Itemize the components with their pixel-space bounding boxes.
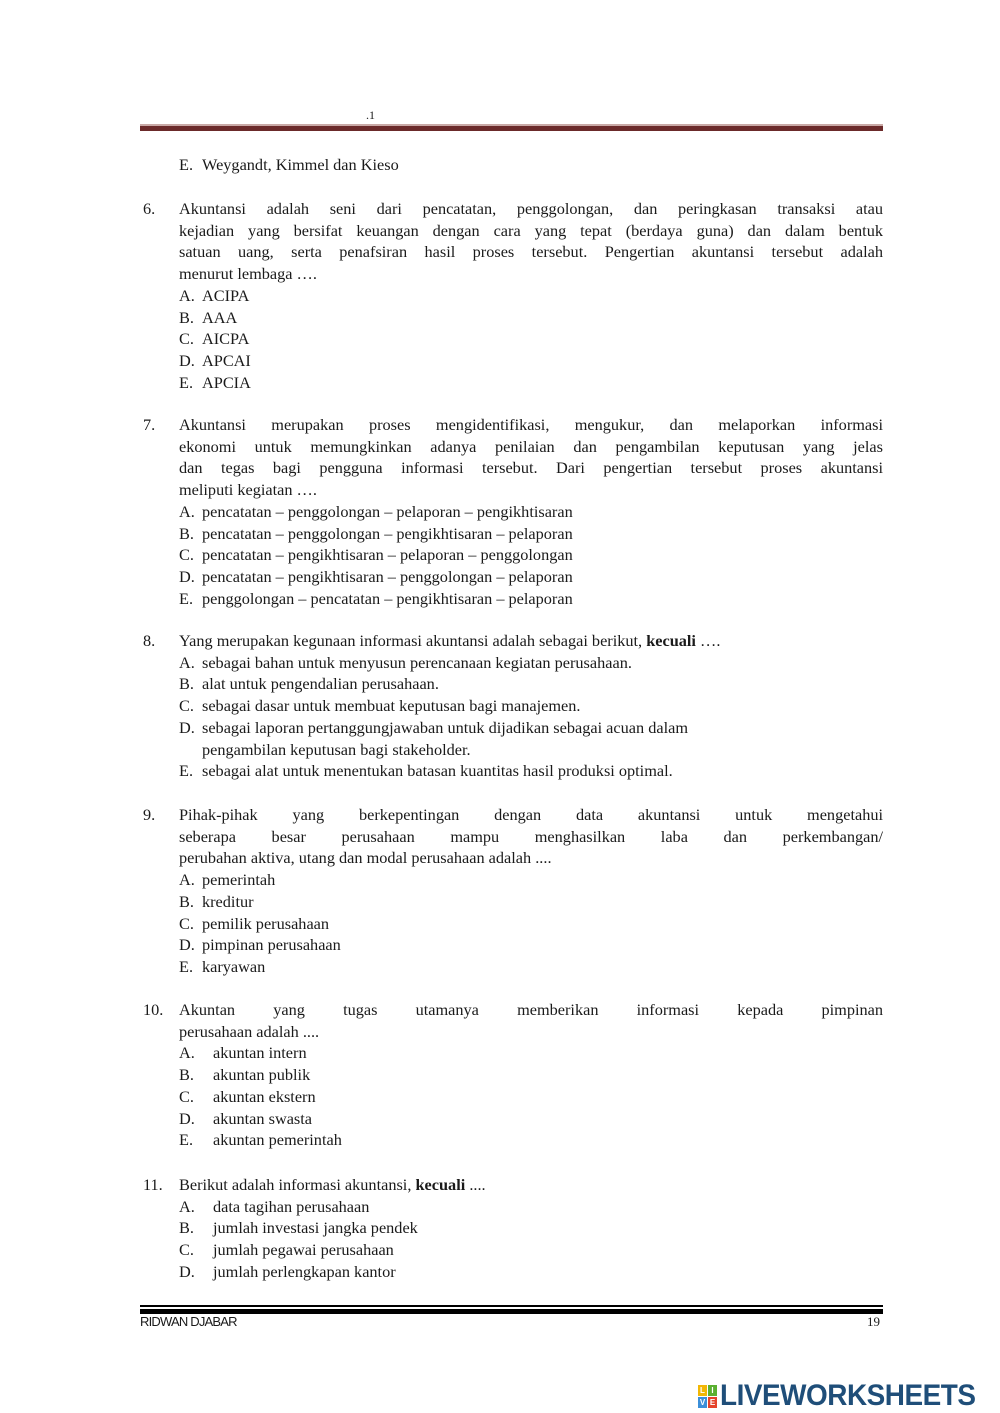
option-b <box>179 1217 883 1239</box>
option-letter: E. <box>179 155 194 174</box>
option-letter: D. <box>179 1261 195 1281</box>
option-text: sebagai laporan pertanggungjawaban untuk dijadikan sebagai acuan dalam <box>202 717 688 737</box>
option-letter: C. <box>179 696 194 716</box>
question-text: Yang merupakan kegunaan informasi akuntansi adalah sebagai berikut, <box>179 631 643 650</box>
question-6 <box>143 198 883 393</box>
option-a <box>179 869 883 891</box>
option-letter: B. <box>179 674 194 694</box>
logo-letter: V <box>699 1397 706 1407</box>
logo-letter: L <box>698 1385 707 1396</box>
option-text: sebagai alat untuk menentukan batasan kuantitas hasil produksi optimal. <box>202 761 673 781</box>
option-a <box>179 285 883 307</box>
option-letter: E. <box>179 956 194 976</box>
option-b <box>179 673 883 695</box>
option-letter: D. <box>179 350 195 370</box>
question-text: meliputi kegiatan …. <box>179 480 317 500</box>
question-10 <box>143 999 883 1151</box>
option-d <box>179 1108 883 1130</box>
option-d <box>179 350 883 372</box>
option-text: penggolongan – pencatatan – pengikhtisaran – pelaporan <box>202 588 573 608</box>
question-text-line <box>179 847 883 869</box>
question-number: 11. <box>143 1175 163 1194</box>
footer-author: RIDWAN DJABAR <box>140 1314 237 1329</box>
question-ellipsis: .... <box>465 1175 486 1194</box>
option-a <box>179 501 883 523</box>
option-d <box>179 566 883 588</box>
question-text: perusahaan adalah .... <box>179 1021 320 1041</box>
footer-rule <box>140 1305 883 1307</box>
question-text-line <box>179 241 883 263</box>
question-number: 7. <box>143 415 156 434</box>
logo-icon <box>698 1385 717 1408</box>
option-letter: B. <box>179 1065 194 1085</box>
option-text: ACIPA <box>202 285 250 305</box>
option-text: Weygandt, Kimmel dan Kieso <box>202 155 399 174</box>
option-letter: A. <box>179 652 195 672</box>
option-letter: E. <box>179 588 194 608</box>
question-9 <box>143 804 883 978</box>
previous-option <box>143 154 883 176</box>
option-e <box>179 1129 883 1151</box>
option-text: akuntan publik <box>213 1065 311 1085</box>
liveworksheets-logo <box>698 1379 995 1413</box>
option-letter: B. <box>179 891 194 911</box>
question-text-line <box>179 198 883 220</box>
option-letter: C. <box>179 545 194 565</box>
question-text-line <box>179 999 883 1021</box>
option-text: pencatatan – penggolongan – pelaporan – pengikhtisaran <box>202 501 573 521</box>
logo-letter: E <box>709 1397 716 1407</box>
option-letter: B. <box>179 1218 194 1238</box>
header-rule-thick <box>140 126 883 131</box>
option-letter: D. <box>179 566 195 586</box>
logo-text: LIVEWORKSHEETS <box>720 1379 976 1412</box>
option-text: kreditur <box>202 891 254 911</box>
option-text: alat untuk pengendalian perusahaan. <box>202 674 439 694</box>
option-letter: D. <box>179 1108 195 1128</box>
option-text: jumlah perlengkapan kantor <box>213 1261 396 1281</box>
option-text: AICPA <box>202 329 250 349</box>
question-text: perubahan aktiva, utang dan modal perusahaan adalah .... <box>179 848 552 868</box>
option-letter: A. <box>179 285 195 305</box>
option-d <box>179 934 883 956</box>
question-text-line <box>179 457 883 479</box>
option-text: APCAI <box>202 350 251 370</box>
option-text: sebagai dasar untuk membuat keputusan bagi manajemen. <box>202 696 581 716</box>
option-text: sebagai bahan untuk menyusun perencanaan kegiatan perusahaan. <box>202 652 632 672</box>
option-e <box>179 588 883 610</box>
option-letter: B. <box>179 523 194 543</box>
option-letter: A. <box>179 501 195 521</box>
option-letter: E. <box>179 372 194 392</box>
option-letter: C. <box>179 1086 194 1106</box>
option-letter: E. <box>179 761 194 781</box>
question-text-line <box>179 263 883 285</box>
emphasis-kecuali: kecuali <box>646 631 696 650</box>
option-b <box>179 891 883 913</box>
question-number: 6. <box>143 199 156 218</box>
question-text: seberapa besar perusahaan mampu menghasilkan laba dan perkembangan/ <box>179 826 883 846</box>
option-c <box>179 695 883 717</box>
option-letter: D. <box>179 935 195 955</box>
option-a <box>179 1196 883 1218</box>
option-text: pencatatan – pengikhtisaran – penggolongan – pelaporan <box>202 566 573 586</box>
question-text: ekonomi untuk memungkinkan adanya penilaian dan pengambilan keputusan yang jelas <box>179 436 883 456</box>
question-ellipsis: …. <box>695 631 721 650</box>
question-text: kejadian yang bersifat keuangan dengan cara yang tepat (berdaya guna) dan dalam bentuk <box>179 220 883 240</box>
option-letter: A. <box>179 1196 195 1216</box>
option-text: AAA <box>202 307 238 327</box>
option-e <box>179 956 883 978</box>
option-text: pemerintah <box>202 870 276 890</box>
option-text: akuntan intern <box>213 1043 307 1063</box>
option-text-continued: pengambilan keputusan bagi stakeholder. <box>202 739 471 759</box>
logo-letter: I <box>708 1385 717 1396</box>
question-number: 10. <box>143 1000 164 1019</box>
option-a <box>179 1042 883 1064</box>
option-letter: A. <box>179 870 195 890</box>
option-c <box>179 1086 883 1108</box>
option-c <box>179 328 883 350</box>
option-b <box>179 1064 883 1086</box>
question-text-line <box>179 220 883 242</box>
question-text: Akuntansi merupakan proses mengidentifikasi, mengukur, dan melaporkan informasi <box>179 415 883 434</box>
question-text: dan tegas bagi pengguna informasi tersebut. Dari pengertian tersebut proses akuntansi <box>179 458 883 478</box>
question-text-line <box>179 1174 883 1196</box>
emphasis-kecuali: kecuali <box>415 1175 466 1194</box>
option-text: pemilik perusahaan <box>202 913 330 933</box>
option-text: karyawan <box>202 956 266 976</box>
question-11 <box>143 1174 883 1283</box>
option-text: pencatatan – pengikhtisaran – pelaporan – penggolongan <box>202 545 573 565</box>
question-text: Pihak-pihak yang berkepentingan dengan data akuntansi untuk mengetahui <box>179 805 883 824</box>
option-text: jumlah investasi jangka pendek <box>213 1218 418 1238</box>
question-text-line <box>179 804 883 826</box>
option-text: data tagihan perusahaan <box>213 1196 370 1216</box>
question-text: Berikut adalah informasi akuntansi, <box>179 1175 412 1194</box>
question-number: 8. <box>143 631 156 650</box>
option-letter: B. <box>179 307 194 327</box>
option-c <box>179 1239 883 1261</box>
option-letter: A. <box>179 1043 195 1063</box>
question-text-line <box>179 630 883 652</box>
question-text: satuan uang, serta penafsiran hasil proses tersebut. Pengertian akuntansi tersebut adalah <box>179 242 883 262</box>
option-letter: E. <box>179 1130 194 1150</box>
question-text: menurut lembaga …. <box>179 264 317 284</box>
option-text: pencatatan – penggolongan – pengikhtisaran – pelaporan <box>202 523 573 543</box>
option-letter: D. <box>179 717 195 737</box>
question-text: Akuntansi adalah seni dari pencatatan, penggolongan, dan peringkasan transaksi atau <box>179 199 883 218</box>
option-letter: C. <box>179 913 194 933</box>
question-text-line <box>179 436 883 458</box>
option-text: jumlah pegawai perusahaan <box>213 1240 394 1260</box>
option-a <box>179 652 883 674</box>
option-letter: C. <box>179 1240 194 1260</box>
question-8 <box>143 630 883 782</box>
option-d <box>179 717 883 760</box>
option-c <box>179 544 883 566</box>
question-text-line <box>179 414 883 436</box>
question-text: Akuntan yang tugas utamanya memberikan informasi kepada pimpinan <box>179 1000 883 1019</box>
question-text-line <box>179 826 883 848</box>
option-e <box>179 372 883 394</box>
option-c <box>179 913 883 935</box>
option-d <box>179 1261 883 1283</box>
option-text: APCIA <box>202 372 251 392</box>
option-text: akuntan pemerintah <box>213 1130 342 1150</box>
option-b <box>179 523 883 545</box>
page-number: 19 <box>867 1314 880 1329</box>
option-b <box>179 307 883 329</box>
footer-rule-thick <box>140 1309 883 1314</box>
option-text: pimpinan perusahaan <box>202 935 341 955</box>
option-e <box>179 760 883 782</box>
header-number: .1 <box>366 108 375 122</box>
option-text: akuntan swasta <box>213 1108 313 1128</box>
question-7 <box>143 414 883 609</box>
option-text: akuntan ekstern <box>213 1086 316 1106</box>
option-letter: C. <box>179 329 194 349</box>
question-text-line <box>179 1021 883 1043</box>
question-number: 9. <box>143 805 156 824</box>
question-text-line <box>179 479 883 501</box>
